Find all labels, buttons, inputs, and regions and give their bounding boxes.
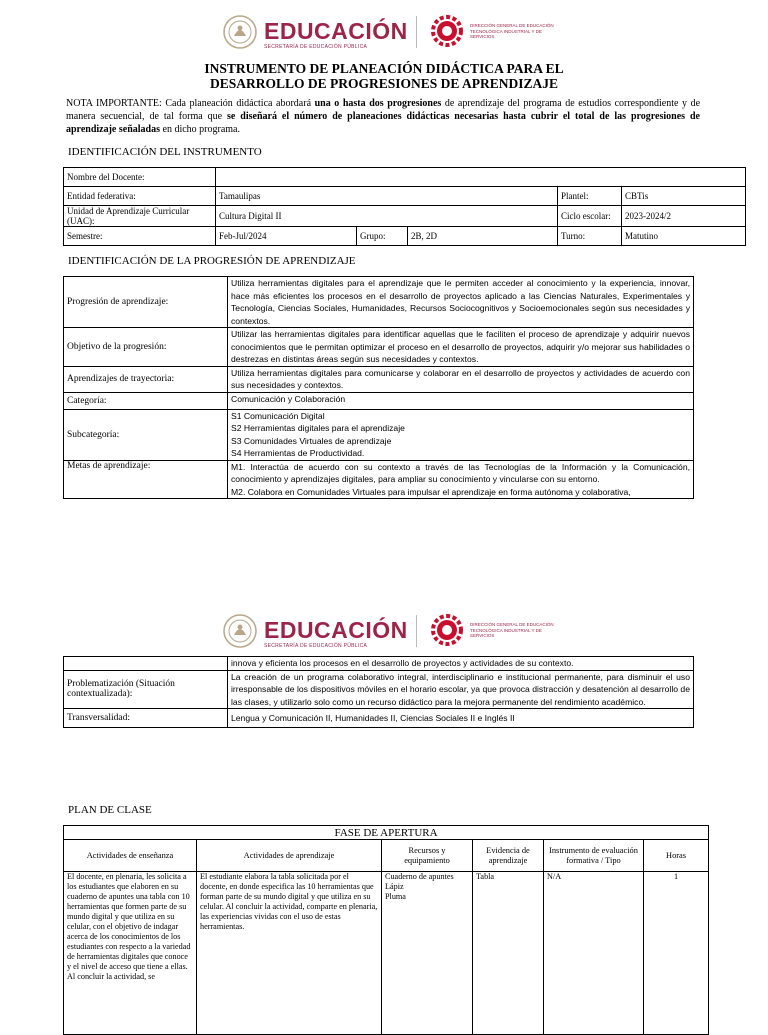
table-row: [64, 670, 694, 709]
table-row: [64, 206, 746, 227]
table-row: [64, 392, 694, 409]
header-divider: [416, 615, 417, 647]
continuation-value: innova y eficienta los procesos en el desarrollo de proyectos y actividades de su contexto.: [228, 657, 694, 671]
table-row: [64, 657, 694, 671]
metas-label: Metas de aprendizaje:: [64, 460, 228, 499]
semestre-value: Feb-Jul/2024: [216, 227, 357, 246]
col-header-ensenanza: Actividades de enseñanza: [64, 840, 197, 872]
section-progresion-title: IDENTIFICACIÓN DE LA PROGRESIÓN DE APRENDIZAJE: [68, 255, 356, 267]
table-row: [64, 187, 746, 206]
table-row: [64, 872, 709, 1035]
list-item: S1 Comunicación Digital: [231, 410, 325, 421]
turno-label: Turno:: [558, 227, 622, 246]
col-header-horas: Horas: [644, 840, 709, 872]
transversalidad-value: Lengua y Comunicación II, Humanidades II, Ciencias Sociales II e Inglés II: [228, 709, 694, 728]
important-note: NOTA IMPORTANTE: Cada planeación didáctica abordará una o hasta dos progresiones de aprendizaje del programa de estudios correspondiente y de manera secuencial, de tal forma que se diseñará el número de planeaciones didácticas necesarias hasta cubrir el total de las progresiones de aprendizaje señaladas en dicho programa.: [66, 98, 701, 135]
aprendizajes-label: Aprendizajes de trayectoria:: [64, 366, 228, 392]
grupo-value: 2B, 2D: [408, 227, 558, 246]
logo-title: EDUCACIÓN: [264, 617, 408, 643]
page-header: [0, 6, 768, 56]
col-header-recursos: Recursos y equipamiento: [382, 840, 473, 872]
list-item: M2. Colabora en Comunidades Virtuales para impulsar el aprendizaje en forma autónoma y colaborativa,: [231, 486, 631, 497]
section-identificacion-title: IDENTIFICACIÓN DEL INSTRUMENTO: [68, 146, 262, 158]
col-header-evidencia: Evidencia de aprendizaje: [473, 840, 544, 872]
semestre-label: Semestre:: [64, 227, 216, 246]
entidad-value: Tamaulipas: [216, 187, 558, 206]
entidad-label: Entidad federativa:: [64, 187, 216, 206]
plantel-value: CBTis: [622, 187, 746, 206]
table-row: [64, 366, 694, 392]
list-item: Lápiz: [385, 882, 404, 891]
dgeti-text: DIRECCIÓN GENERAL DE EDUCACIÓN TECNOLÓGICA INDUSTRIAL Y DE SERVICIOS: [470, 622, 554, 638]
ensenanza-cell: El docente, en plenaria, les solicita a los estudiantes que elaboren en su cuaderno de apuntes una tabla con 10 herramientas que formen parte de su mundo digital y que utiliza en su celular, con el objetivo de indagar acerca de los conocimientos de los estudiantes con respecto a la variedad de herramientas digitales que conoce y el nivel de acceso que tiene a ellas. Al concluir la actividad, se: [64, 872, 197, 1035]
list-item: S4 Herramientas de Productividad.: [231, 448, 365, 458]
list-item: Cuaderno de apuntes: [385, 872, 454, 881]
objetivo-label: Objetivo de la progresión:: [64, 328, 228, 367]
turno-value: Matutino: [622, 227, 746, 246]
subcategoria-label: Subcategoría:: [64, 409, 228, 460]
recursos-cell: [382, 872, 473, 1035]
identification-table: [63, 167, 746, 246]
table-row: [64, 328, 694, 367]
col-header-instrumento: Instrumento de evaluación formativa / Tipo: [544, 840, 644, 872]
problematizacion-label: Problematización (Situación contextualizada):: [64, 670, 228, 709]
dgeti-gear-icon: [430, 14, 464, 48]
transversalidad-label: Transversalidad:: [64, 709, 228, 728]
uac-label: Unidad de Aprendizaje Curricular (UAC):: [64, 206, 216, 227]
dgeti-text: DIRECCIÓN GENERAL DE EDUCACIÓN TECNOLÓGICA INDUSTRIAL Y DE SERVICIOS: [470, 23, 554, 39]
continuation-table: [63, 656, 694, 728]
table-row: [64, 826, 709, 840]
problematizacion-value: La creación de un programa colaborativo integral, interdisciplinario e institucional permanente, para disminuir el uso irresponsable de los dispositivos móviles en el horario escolar, ya que provoca distracción y desatención al desarrollo de las clases, y utilizarlo solo como un recurso didáctico para la mejora permanente del rendimiento académico.: [228, 670, 694, 709]
ciclo-value: 2023-2024/2: [622, 206, 746, 227]
evidencia-cell: Tabla: [473, 872, 544, 1035]
aprendizaje-cell: El estudiante elabora la tabla solicitada por el docente, en donde especifica las 10 herramientas que forman parte de su mundo digital y que utiliza en su celular. Al concluir la actividad, comparte en plenaria, las experiencias vividas con el uso de estas herramientas.: [197, 872, 382, 1035]
instrumento-cell: N/A: [544, 872, 644, 1035]
list-item: Pluma: [385, 892, 406, 901]
categoria-label: Categoría:: [64, 392, 228, 409]
uac-value: Cultura Digital II: [216, 206, 558, 227]
page-header-2: [0, 605, 768, 655]
logo-subtitle: SECRETARÍA DE EDUCACIÓN PÚBLICA: [264, 643, 368, 649]
coat-of-arms-icon: [222, 613, 258, 649]
header-divider: [416, 16, 417, 48]
table-row: [64, 460, 694, 499]
col-header-aprendizaje: Actividades de aprendizaje: [197, 840, 382, 872]
list-item: S3 Comunidades Virtuales de aprendizaje: [231, 435, 392, 446]
continuation-label: [64, 657, 228, 671]
table-row: [64, 709, 694, 728]
list-item: M1. Interactúa de acuerdo con su contexto a través de las Tecnologías de la Información y la Comunicación, conocimiento y aprendizajes digitales, para ampliar su conocimiento y vincularse con su entorno.: [231, 461, 690, 484]
categoria-value: Comunicación y Colaboración: [228, 392, 694, 409]
docente-value: [216, 168, 746, 187]
dgeti-gear-icon: [430, 613, 464, 647]
logo-subtitle: SECRETARÍA DE EDUCACIÓN PÚBLICA: [264, 44, 368, 50]
progression-table: [63, 276, 694, 499]
progresion-label: Progresión de aprendizaje:: [64, 277, 228, 328]
table-row: [64, 277, 694, 328]
ciclo-label: Ciclo escolar:: [558, 206, 622, 227]
docente-label: Nombre del Docente:: [64, 168, 216, 187]
table-row: [64, 227, 746, 246]
metas-value: [228, 460, 694, 499]
coat-of-arms-icon: [222, 14, 258, 50]
list-item: S2 Herramientas digitales para el aprendizaje: [231, 423, 405, 433]
objetivo-value: Utilizar las herramientas digitales para identificar aquellas que le faciliten el proceso de aprendizaje y adquirir nuevos conocimientos que le permitan optimizar el proceso en el desarrollo de proyectos, adquirir y/o mejorar sus habilidades o destrezas en distintas áreas según sus necesidades y contextos.: [228, 328, 694, 367]
horas-cell: 1: [644, 872, 709, 1035]
grupo-label: Grupo:: [357, 227, 408, 246]
plan-table: [63, 825, 709, 1035]
plantel-label: Plantel:: [558, 187, 622, 206]
logo-title: EDUCACIÓN: [264, 18, 408, 44]
subcategoria-value: [228, 409, 694, 460]
table-row: [64, 409, 694, 460]
fase-header: FASE DE APERTURA: [64, 826, 709, 840]
table-row: [64, 840, 709, 872]
document-title: INSTRUMENTO DE PLANEACIÓN DIDÁCTICA PARA EL DESARROLLO DE PROGRESIONES DE APRENDIZAJE: [204, 61, 564, 91]
progresion-value: Utiliza herramientas digitales para el aprendizaje que le permiten acceder al conocimiento y la experiencia, innovar, hace más eficientes los procesos en el desarrollo de proyectos aplicado a las Ciencias Naturales, Experimentales y Tecnología, Ciencias Sociales, Humanidades, Recursos Sociocognitivos y Socioemocionales según sus necesidades y contextos.: [228, 277, 694, 328]
aprendizajes-value: Utiliza herramientas digitales para comunicarse y colaborar en el desarrollo de proyectos y actividades de acuerdo con sus necesidades y contextos.: [228, 366, 694, 392]
table-row: [64, 168, 746, 187]
plan-title: PLAN DE CLASE: [68, 804, 152, 816]
